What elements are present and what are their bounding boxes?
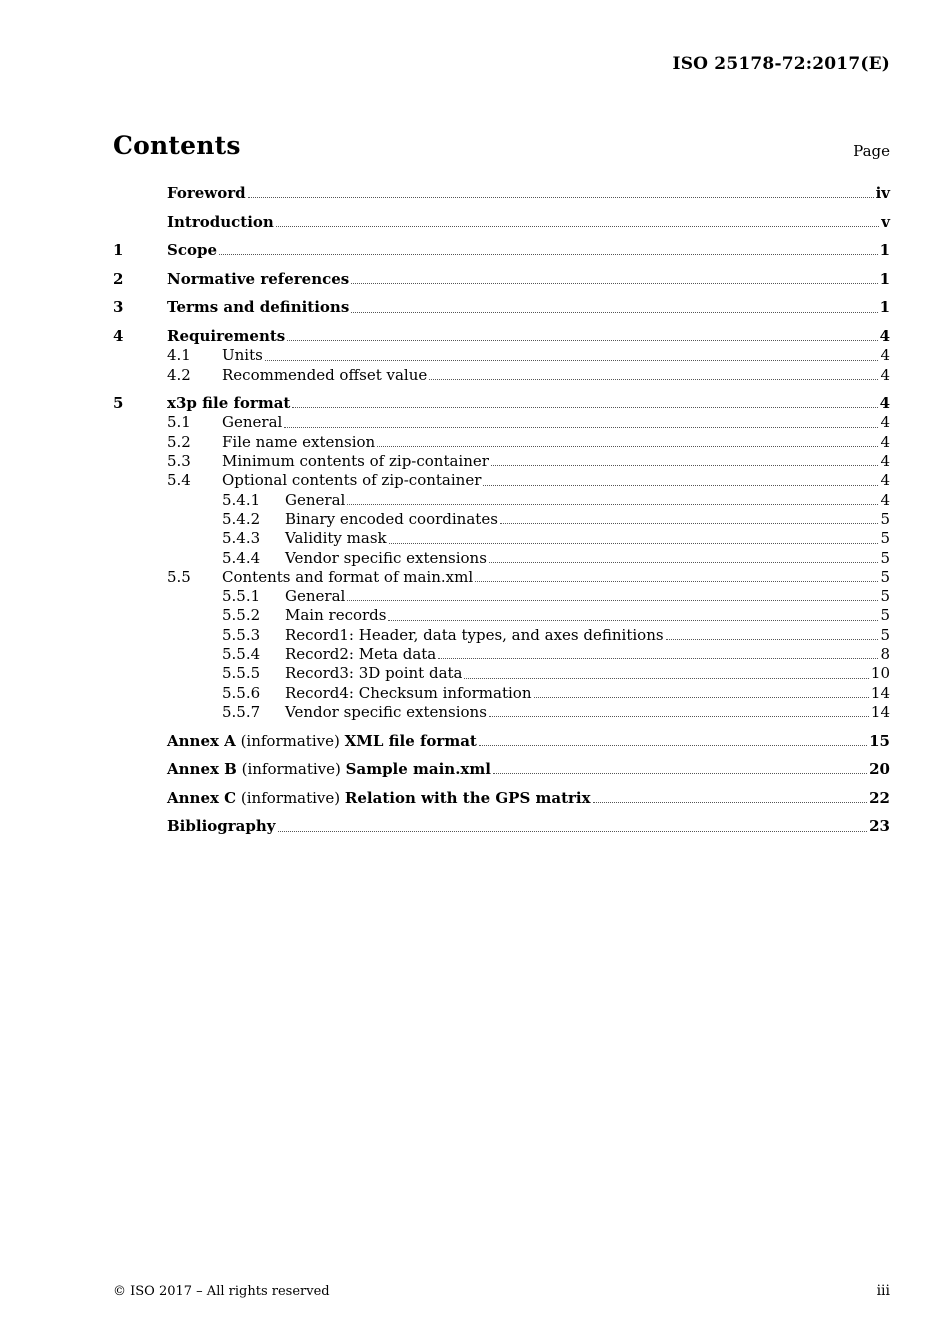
toc-dot-leader xyxy=(278,831,868,832)
annex-title: XML file format xyxy=(344,731,477,750)
toc-entry-title: Contents and format of main.xml xyxy=(222,567,474,586)
toc-entry-title: File name extension xyxy=(222,432,376,451)
toc-page-number: 4 xyxy=(879,394,890,413)
footer-page-number: iii xyxy=(876,1283,890,1299)
toc-dot-leader xyxy=(219,254,878,255)
annex-title: Relation with the GPS matrix xyxy=(344,788,591,807)
toc-dot-leader xyxy=(534,697,869,698)
toc-page-number: 15 xyxy=(869,731,890,750)
toc-entry[interactable] xyxy=(113,626,890,645)
toc-entry-number: 5.5.4 xyxy=(222,645,261,664)
toc-dot-leader xyxy=(377,446,878,447)
toc-entry-title: Optional contents of zip-container xyxy=(222,471,482,490)
toc-dot-leader xyxy=(276,226,879,227)
toc-entry-title: Scope xyxy=(167,241,218,260)
table-of-contents xyxy=(113,184,890,837)
toc-page-number: 4 xyxy=(879,326,890,345)
toc-entry[interactable] xyxy=(113,703,890,722)
toc-entry-number: 3 xyxy=(113,298,124,317)
document-id: ISO 25178-72:2017(E) xyxy=(672,54,890,74)
annex-informative-note: (informative) xyxy=(236,760,346,779)
toc-entry[interactable] xyxy=(113,549,890,568)
annex-informative-note: (informative) xyxy=(235,731,345,750)
toc-entry-title xyxy=(167,789,591,808)
toc-dot-leader xyxy=(593,802,868,803)
toc-entry-title: General xyxy=(285,490,346,509)
toc-entry-number: 5.4.4 xyxy=(222,548,261,567)
toc-entry-number: 5.4.2 xyxy=(222,509,261,528)
toc-entry-number: 5.1 xyxy=(167,413,191,432)
toc-entry[interactable] xyxy=(113,606,890,625)
toc-page-number: 1 xyxy=(879,241,890,260)
toc-entry-title: Vendor specific extensions xyxy=(285,702,487,721)
toc-entry-title: Record4: Checksum information xyxy=(285,683,532,702)
toc-page-number: 5 xyxy=(880,529,890,548)
toc-entry-title: Record3: 3D point data xyxy=(285,664,463,683)
toc-entry[interactable] xyxy=(113,732,890,751)
toc-dot-leader xyxy=(464,678,868,679)
toc-entry[interactable] xyxy=(113,270,890,289)
toc-page-number: 5 xyxy=(880,567,890,586)
toc-entry[interactable] xyxy=(113,789,890,808)
toc-dot-leader xyxy=(347,600,878,601)
annex-label: Annex C xyxy=(167,788,237,807)
toc-entry-number: 4.2 xyxy=(167,365,191,384)
toc-entry-title: Validity mask xyxy=(285,529,387,548)
toc-entry[interactable] xyxy=(113,510,890,529)
toc-page-number: 4 xyxy=(880,365,890,384)
toc-dot-leader xyxy=(265,360,879,361)
toc-entry-number: 5 xyxy=(113,394,124,413)
toc-dot-leader xyxy=(475,581,878,582)
toc-page-number: 5 xyxy=(880,606,890,625)
toc-entry[interactable] xyxy=(113,184,890,203)
toc-entry[interactable] xyxy=(113,452,890,471)
toc-entry-number: 5.4.1 xyxy=(222,490,261,509)
toc-entry[interactable] xyxy=(113,684,890,703)
toc-entry[interactable] xyxy=(113,413,890,432)
toc-entry-number: 5.5 xyxy=(167,567,191,586)
toc-entry-title xyxy=(167,760,491,779)
toc-entry[interactable] xyxy=(113,568,890,587)
toc-page-number: 4 xyxy=(880,346,890,365)
toc-entry[interactable] xyxy=(113,433,890,452)
toc-dot-leader xyxy=(351,312,877,313)
toc-entry-title: Vendor specific extensions xyxy=(285,548,487,567)
toc-page-number: 8 xyxy=(880,645,890,664)
toc-dot-leader xyxy=(489,562,879,563)
toc-dot-leader xyxy=(483,485,878,486)
toc-page-number: 5 xyxy=(880,587,890,606)
footer-copyright: © ISO 2017 – All rights reserved xyxy=(113,1284,330,1299)
toc-entry-title: Normative references xyxy=(167,269,350,288)
toc-dot-leader xyxy=(388,620,878,621)
toc-dot-leader xyxy=(500,523,879,524)
toc-dot-leader xyxy=(438,658,878,659)
toc-page-number: 10 xyxy=(870,664,890,683)
toc-page-number: v xyxy=(881,212,890,231)
toc-entry-title: Binary encoded coordinates xyxy=(285,509,498,528)
toc-entry-number: 4.1 xyxy=(167,346,191,365)
toc-entry[interactable] xyxy=(113,366,890,385)
annex-label: Annex B xyxy=(167,760,237,779)
toc-entry-title: Main records xyxy=(285,606,387,625)
toc-page-number: 1 xyxy=(879,298,890,317)
toc-entry-title: Recommended offset value xyxy=(222,365,428,384)
toc-entry-title: Terms and definitions xyxy=(167,298,350,317)
toc-entry-title: Requirements xyxy=(167,326,286,345)
toc-page-number: 20 xyxy=(869,760,890,779)
toc-page-number: 5 xyxy=(880,509,890,528)
toc-page-number: iv xyxy=(875,184,890,202)
toc-entry-title: Introduction xyxy=(167,212,274,231)
toc-entry-number: 5.5.5 xyxy=(222,664,261,683)
toc-entry[interactable] xyxy=(113,241,890,260)
toc-entry-number: 5.5.3 xyxy=(222,625,261,644)
toc-entry[interactable] xyxy=(113,213,890,232)
toc-entry-title: Foreword xyxy=(167,184,246,202)
toc-entry-title: General xyxy=(222,413,283,432)
toc-entry-number: 4 xyxy=(113,326,124,345)
toc-entry-number: 5.5.1 xyxy=(222,587,261,606)
toc-entry-number: 5.3 xyxy=(167,452,191,471)
toc-entry-number: 5.5.2 xyxy=(222,606,261,625)
toc-entry[interactable] xyxy=(113,394,890,413)
toc-dot-leader xyxy=(347,504,878,505)
toc-entry-title: Minimum contents of zip-container xyxy=(222,452,489,471)
toc-page-number: 4 xyxy=(880,432,890,451)
toc-entry[interactable] xyxy=(113,298,890,317)
toc-entry-title: Bibliography xyxy=(167,817,276,836)
toc-entry[interactable] xyxy=(113,760,890,779)
toc-page-number: 22 xyxy=(869,788,890,807)
toc-page-number: 5 xyxy=(880,548,890,567)
toc-entry-number: 5.4 xyxy=(167,471,191,490)
toc-entry-title: General xyxy=(285,587,346,606)
toc-entry-number: 5.5.6 xyxy=(222,683,261,702)
toc-entry-title xyxy=(167,732,477,751)
toc-entry[interactable] xyxy=(113,664,890,683)
toc-entry[interactable] xyxy=(113,346,890,365)
toc-entry-title: Record2: Meta data xyxy=(285,645,437,664)
toc-page-number: 4 xyxy=(880,471,890,490)
toc-dot-leader xyxy=(292,407,877,408)
toc-page-number: 4 xyxy=(880,452,890,471)
annex-label: Annex A xyxy=(167,731,236,750)
page-column-label: Page xyxy=(853,142,890,160)
toc-page-number: 4 xyxy=(880,413,890,432)
toc-entry[interactable] xyxy=(113,327,890,346)
toc-page-number: 23 xyxy=(869,817,890,836)
toc-dot-leader xyxy=(429,379,878,380)
toc-entry-number: 5.2 xyxy=(167,432,191,451)
toc-dot-leader xyxy=(389,543,879,544)
toc-page-number: 5 xyxy=(880,625,890,644)
toc-dot-leader xyxy=(351,283,877,284)
toc-dot-leader xyxy=(491,465,879,466)
toc-entry-title: Record1: Header, data types, and axes definitions xyxy=(285,625,664,644)
toc-entry[interactable] xyxy=(113,645,890,664)
toc-entry[interactable] xyxy=(113,817,890,836)
contents-heading: Contents xyxy=(113,131,241,160)
toc-entry-title: Units xyxy=(222,346,263,365)
toc-entry-number: 1 xyxy=(113,241,124,260)
toc-entry-title: x3p file format xyxy=(167,394,291,413)
toc-dot-leader xyxy=(666,639,879,640)
toc-entry[interactable] xyxy=(113,471,890,490)
toc-entry[interactable] xyxy=(113,529,890,548)
toc-page-number: 14 xyxy=(870,683,890,702)
toc-entry-number: 2 xyxy=(113,269,124,288)
annex-title: Sample main.xml xyxy=(345,760,491,779)
toc-dot-leader xyxy=(493,773,867,774)
toc-dot-leader xyxy=(489,716,869,717)
toc-dot-leader xyxy=(284,427,878,428)
toc-entry[interactable] xyxy=(113,491,890,510)
toc-dot-leader xyxy=(479,745,867,746)
toc-entry-number: 5.5.7 xyxy=(222,702,261,721)
toc-entry[interactable] xyxy=(113,587,890,606)
toc-entry-number: 5.4.3 xyxy=(222,529,261,548)
toc-page-number: 1 xyxy=(879,269,890,288)
toc-page-number: 14 xyxy=(870,702,890,721)
toc-dot-leader xyxy=(248,197,874,198)
toc-dot-leader xyxy=(287,340,877,341)
toc-page-number: 4 xyxy=(880,490,890,509)
annex-informative-note: (informative) xyxy=(236,788,345,807)
